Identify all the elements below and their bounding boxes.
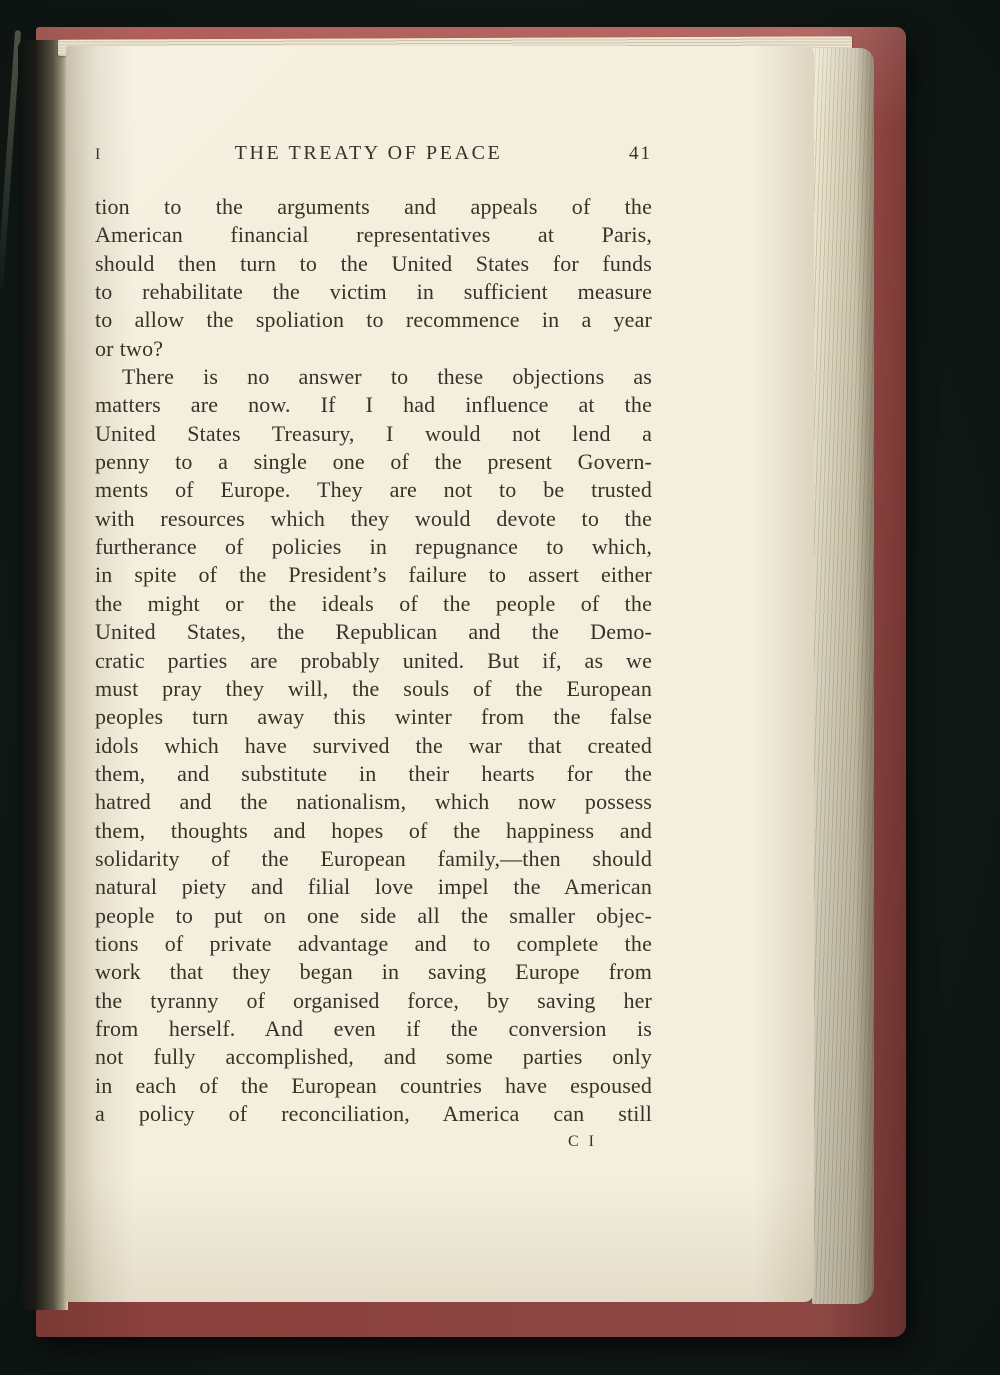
body-line: should then turn to the United States for funds — [95, 250, 652, 276]
body-line: work that they began in saving Europe from — [95, 959, 652, 985]
body-line: United States, the Republican and the Demo- — [95, 619, 652, 645]
body-line: furtherance of policies in repugnance to which, — [95, 534, 652, 560]
body-line: with resources which they would devote to the — [95, 505, 652, 531]
body-line: matters are now. If I had influence at the — [95, 392, 652, 418]
page-header — [95, 142, 652, 172]
page-body — [95, 193, 652, 1128]
body-line: the might or the ideals of the people of the — [95, 590, 652, 616]
body-line: from herself. And even if the conversion is — [95, 1015, 652, 1041]
body-line: ments of Europe. They are not to be trusted — [95, 477, 652, 503]
body-line: or two? — [95, 335, 164, 361]
header-title: THE TREATY OF PEACE — [234, 142, 503, 164]
body-line: the tyranny of organised force, by saving her — [95, 987, 652, 1013]
body-line: There is no answer to these objections as — [122, 364, 652, 390]
body-line: in each of the European countries have espoused — [95, 1072, 652, 1098]
page-gutter-edges — [18, 40, 68, 1310]
body-line: cratic parties are probably united. But if, as we — [95, 647, 652, 673]
body-line: them, thoughts and hopes of the happiness and — [95, 817, 652, 843]
body-line: people to put on one side all the smaller objec- — [95, 902, 652, 928]
body-line: American financial representatives at Paris, — [95, 222, 652, 248]
body-line: peoples turn away this winter from the false — [95, 704, 652, 730]
body-line: tion to the arguments and appeals of the — [95, 194, 652, 219]
body-line: natural piety and filial love impel the American — [95, 874, 652, 900]
body-line: must pray they will, the souls of the European — [95, 675, 652, 701]
body-line: them, and substitute in their hearts for the — [95, 760, 652, 786]
text-block — [95, 142, 652, 1151]
body-line: solidarity of the European family,—then should — [95, 845, 652, 871]
header-section-numeral: I — [95, 146, 102, 163]
body-line: not fully accomplished, and some parties only — [95, 1044, 652, 1070]
body-line: in spite of the President’s failure to assert either — [95, 562, 652, 588]
body-line: penny to a single one of the present Govern- — [95, 449, 652, 475]
body-line: tions of private advantage and to complete the — [95, 930, 652, 956]
body-line: idols which have survived the war that created — [95, 732, 652, 758]
body-line: to rehabilitate the victim in sufficient measure — [95, 279, 652, 305]
body-line: hatred and the nationalism, which now possess — [95, 789, 652, 815]
body-line: to allow the spoliation to recommence in a year — [95, 307, 652, 333]
body-line: United States Treasury, I would not lend a — [95, 420, 652, 446]
header-page-number: 41 — [629, 143, 652, 164]
page-edges-fore — [812, 48, 874, 1304]
book-page — [66, 46, 814, 1302]
body-line: a policy of reconciliation, America can still — [95, 1101, 652, 1126]
signature-mark: C I — [568, 1133, 597, 1151]
